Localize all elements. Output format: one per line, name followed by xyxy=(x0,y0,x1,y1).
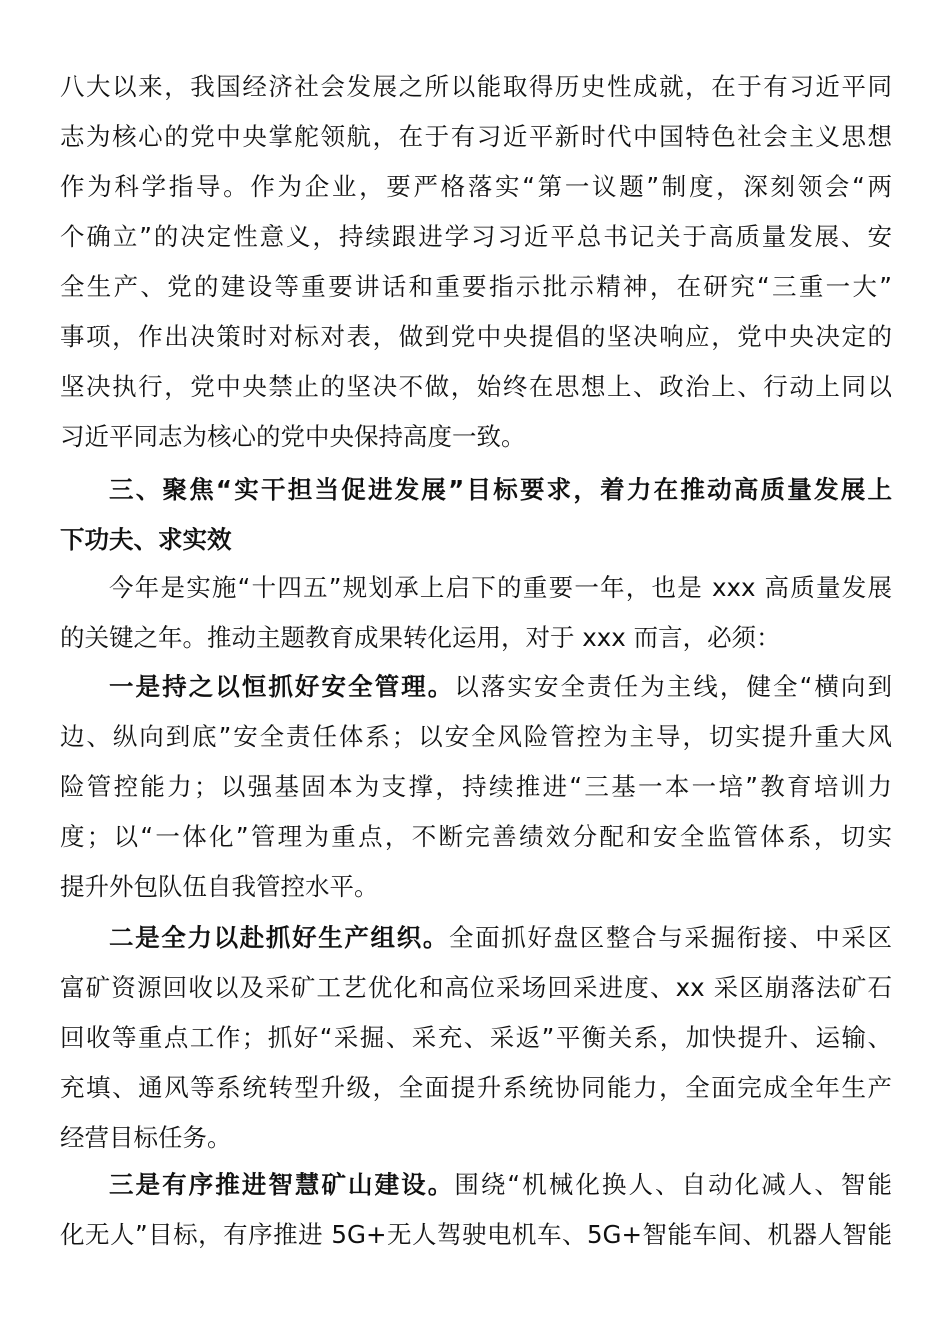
item-text: 全面抓好盘区整合与采掘衔接、中采区 xyxy=(449,923,893,952)
text-line: 边、纵向到底”安全责任体系；以安全风险管控为主导，切实提升重大风 xyxy=(60,722,892,751)
item-lead: 一是持之以恒抓好安全管理。 xyxy=(109,672,455,701)
item-text: 以落实安全责任为主线，健全“横向到 xyxy=(454,672,892,701)
item-production-organization xyxy=(60,913,892,1163)
text-line xyxy=(60,662,892,712)
text-line: 险管控能力；以强基固本为支撑，持续推进“三基一本一培”教育培训力 xyxy=(60,772,892,801)
section-heading xyxy=(60,465,892,565)
text-line: 个确立”的决定性意义，持续跟进学习习近平总书记关于高质量发展、安 xyxy=(60,222,892,251)
text-line: 充填、通风等系统转型升级，全面提升系统协同能力，全面完成全年生产 xyxy=(60,1073,892,1102)
text-line: 习近平同志为核心的党中央保持高度一致。 xyxy=(60,422,526,451)
text-line: 化无人”目标，有序推进 5G+无人驾驶电机车、5G+智能车间、机器人智能 xyxy=(60,1220,892,1249)
item-safety-management xyxy=(60,662,892,912)
text-line xyxy=(60,913,892,963)
text-line: 回收等重点工作；抓好“采掘、采充、采返”平衡关系，加快提升、运输、 xyxy=(60,1023,892,1052)
text-line: 度；以“一体化”管理为重点，不断完善绩效分配和安全监管体系，切实 xyxy=(60,822,892,851)
text-line: 全生产、党的建设等重要讲话和重要指示批示精神，在研究“三重一大” xyxy=(60,272,892,301)
text-line: 作为科学指导。作为企业，要严格落实“第一议题”制度，深刻领会“两 xyxy=(60,172,892,201)
text-line: 志为核心的党中央掌舵领航，在于有习近平新时代中国特色社会主义思想 xyxy=(60,122,892,151)
item-lead: 二是全力以赴抓好生产组织。 xyxy=(109,923,450,952)
paragraph-intro xyxy=(60,62,892,462)
text-line: 经营目标任务。 xyxy=(60,1123,232,1152)
item-lead: 三是有序推进智慧矿山建设。 xyxy=(109,1170,455,1199)
text-line xyxy=(60,1160,892,1210)
text-line: 八大以来，我国经济社会发展之所以能取得历史性成就，在于有习近平同 xyxy=(60,72,892,101)
text-line: 坚决执行，党中央禁止的坚决不做，始终在思想上、政治上、行动上同以 xyxy=(60,372,892,401)
paragraph-year xyxy=(60,563,892,663)
text-line: 的关键之年。推动主题教育成果转化运用，对于 xxx 而言，必须： xyxy=(60,623,781,652)
heading-line: 下功夫、求实效 xyxy=(60,525,232,554)
item-smart-mine xyxy=(60,1160,892,1260)
text-line: 富矿资源回收以及采矿工艺优化和高位采场回采进度、xx 采区崩落法矿石 xyxy=(60,973,892,1002)
text-line: 今年是实施“十四五”规划承上启下的重要一年，也是 xxx 高质量发展 xyxy=(109,573,892,602)
text-line: 提升外包队伍自我管控水平。 xyxy=(60,872,379,901)
text-line: 事项，作出决策时对标对表，做到党中央提倡的坚决响应，党中央决定的 xyxy=(60,322,892,351)
item-text: 围绕“机械化换人、自动化减人、智能 xyxy=(454,1170,892,1199)
heading-line: 三、聚焦“实干担当促进发展”目标要求，着力在推动高质量发展上 xyxy=(109,475,892,504)
